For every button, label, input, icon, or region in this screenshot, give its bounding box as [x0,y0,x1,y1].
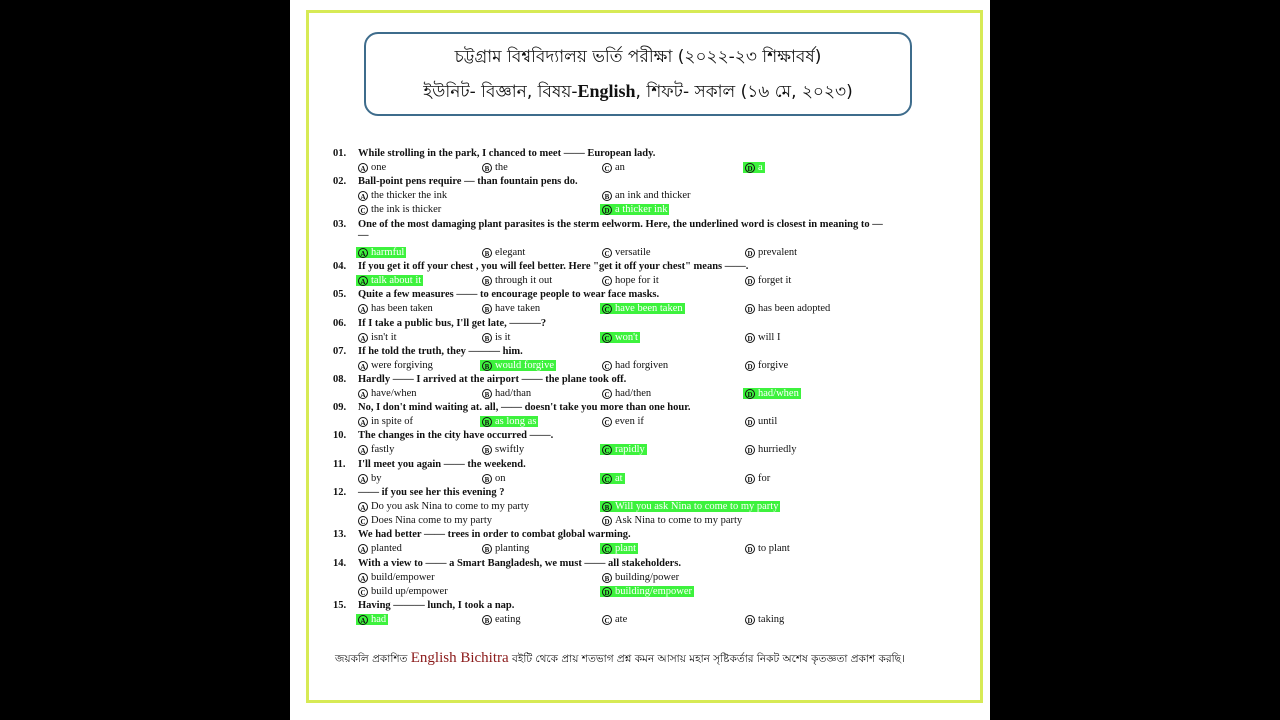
option-letter-badge: A [358,304,368,314]
answer-option [602,416,644,427]
option-letter-badge: B [482,276,492,286]
option-text: elegant [495,247,526,258]
option-text: forgive [758,360,789,371]
option-letter-badge: A [358,445,368,455]
answer-option-correct [600,444,647,455]
answer-option [745,416,777,427]
answer-option-correct [480,416,538,427]
answer-option [482,162,508,173]
answer-option [358,444,394,455]
question-number: 04. [333,261,347,272]
option-text: at [615,473,623,484]
option-text: swiftly [495,444,525,455]
option-letter-badge: D [602,205,612,215]
question-number: 09. [333,402,347,413]
answer-option [358,572,435,583]
option-text: in spite of [371,416,413,427]
option-text: the ink is thicker [371,204,442,215]
option-text: taking [758,614,785,625]
question-number: 10. [333,430,347,441]
answer-option-correct [480,360,556,371]
option-text: building/power [615,572,680,583]
option-letter-badge: C [602,445,612,455]
option-text: planted [371,543,402,554]
option-letter-badge: D [745,163,755,173]
option-text: ate [615,614,628,625]
option-letter-badge: A [358,191,368,201]
option-letter-badge: D [745,389,755,399]
question-number: 03. [333,219,347,230]
option-text: on [495,473,506,484]
option-letter-badge: D [745,248,755,258]
option-text: had forgiven [615,360,669,371]
option-text: as long as [495,416,537,427]
question-text: I'll meet you again —— the weekend. [358,459,526,470]
question-text: One of the most damaging plant parasites is the sterm eelworm. Here, the underlined word is closest in meaning to — [358,219,883,230]
option-text: through it out [495,275,553,286]
option-letter-badge: A [358,417,368,427]
question-number: 13. [333,529,347,540]
answer-option [745,614,784,625]
answer-option [482,444,524,455]
option-text: by [371,473,382,484]
answer-option [602,572,679,583]
option-text: won't [615,332,638,343]
answer-option [745,360,788,371]
answer-option [358,586,448,597]
question-text: Ball-point pens require — than fountain pens do. [358,176,578,187]
option-text: forget it [758,275,792,286]
question-number: 06. [333,318,347,329]
option-letter-badge: B [482,304,492,314]
question-number: 14. [333,558,347,569]
option-letter-badge: C [602,615,612,625]
answer-option [358,360,433,371]
option-letter-badge: B [482,417,492,427]
option-letter-badge: B [602,573,612,583]
answer-option [602,388,651,399]
option-letter-badge: A [358,474,368,484]
option-text: had [371,614,387,625]
option-letter-badge: B [482,445,492,455]
option-text: a thicker ink [615,204,668,215]
option-letter-badge: C [602,544,612,554]
title-line-2-suffix: , শিফট- সকাল (১৬ মে, ২০২৩) [635,82,853,102]
option-text: isn't it [371,332,397,343]
answer-option [482,473,506,484]
question-number: 11. [333,459,346,470]
answer-option [482,303,540,314]
question-list [290,0,990,720]
title-line-2-prefix: ইউনিট- বিজ্ঞান, বিষয়- [423,82,578,102]
option-letter-badge: B [482,615,492,625]
answer-option [358,515,492,526]
answer-option [358,332,397,343]
option-letter-badge: D [602,516,612,526]
option-text: build up/empower [371,586,448,597]
question-text: Quite a few measures —— to encourage people to wear face masks. [358,289,660,300]
answer-option [482,332,510,343]
option-letter-badge: A [358,502,368,512]
option-letter-badge: D [745,304,755,314]
question-text-continued: — [358,230,369,241]
answer-option-correct [600,332,640,343]
option-text: prevalent [758,247,798,258]
subject-label: English [577,81,636,101]
option-text: rapidly [615,444,645,455]
answer-option [602,515,742,526]
answer-option-correct [356,275,423,286]
option-text: has been adopted [758,303,831,314]
answer-option [602,190,691,201]
answer-option-correct [600,586,694,597]
answer-option [358,303,433,314]
answer-option [358,473,382,484]
option-letter-badge: A [358,361,368,371]
option-text: would forgive [495,360,555,371]
option-letter-badge: B [602,502,612,512]
question-number: 01. [333,148,347,159]
option-letter-badge: A [358,163,368,173]
answer-option-correct [600,473,625,484]
question-number: 08. [333,374,347,385]
option-text: versatile [615,247,651,258]
option-text: build/empower [371,572,435,583]
option-letter-badge: A [358,333,368,343]
answer-option [602,360,668,371]
answer-option [745,444,797,455]
question-number: 02. [333,176,347,187]
option-letter-badge: B [482,389,492,399]
question-text: While strolling in the park, I chanced to meet —— European lady. [358,148,656,159]
option-letter-badge: B [602,191,612,201]
option-letter-badge: B [482,361,492,371]
option-text: Ask Nina to come to my party [615,515,743,526]
option-letter-badge: D [745,276,755,286]
answer-option [482,543,529,554]
option-text: planting [495,543,530,554]
option-text: Do you ask Nina to come to my party [371,501,530,512]
option-text: had/then [615,388,652,399]
answer-option-correct [356,247,406,258]
question-number: 12. [333,487,347,498]
footer-suffix: বইটি থেকে প্রায় শতভাগ প্রশ্ন কমন আসায় মহান সৃষ্টিকর্তার নিকট অশেষ কৃতজ্ঞতা প্রকাশ করছি। [508,653,905,665]
option-letter-badge: A [358,544,368,554]
answer-option-correct [600,501,780,512]
question-number: 07. [333,346,347,357]
question-text: Having ——— lunch, I took a nap. [358,600,515,611]
question-text: If you get it off your chest , you will feel better. Here "get it off your chest" means ——. [358,261,749,272]
option-letter-badge: D [602,587,612,597]
option-text: have taken [495,303,541,314]
option-letter-badge: B [482,248,492,258]
answer-option-correct [743,162,765,173]
option-letter-badge: B [482,333,492,343]
option-text: had/than [495,388,532,399]
answer-option [745,247,797,258]
answer-option [602,162,625,173]
question-text: Hardly —— I arrived at the airport —— the plane took off. [358,374,627,385]
answer-option [745,275,791,286]
answer-option [602,275,659,286]
answer-option-correct [600,204,669,215]
option-text: is it [495,332,511,343]
question-text: —— if you see her this evening ? [358,487,505,498]
option-letter-badge: C [602,417,612,427]
option-text: had/when [758,388,799,399]
option-letter-badge: C [358,205,368,215]
answer-option [745,543,790,554]
option-letter-badge: D [745,615,755,625]
answer-option [358,204,441,215]
answer-option [358,388,416,399]
exam-page [290,0,990,720]
question-text: If I take a public bus, I'll get late, ———? [358,318,547,329]
answer-option-correct [600,543,638,554]
option-letter-badge: C [602,163,612,173]
answer-option [745,303,830,314]
option-text: hurriedly [758,444,797,455]
question-text: With a view to —— a Smart Bangladesh, we must —— all stakeholders. [358,558,681,569]
option-letter-badge: A [358,615,368,625]
option-text: the [495,162,508,173]
option-text: will I [758,332,781,343]
question-text: The changes in the city have occurred ——. [358,430,554,441]
option-letter-badge: C [602,276,612,286]
option-text: were forgiving [371,360,433,371]
answer-option [358,543,402,554]
option-text: to plant [758,543,790,554]
option-letter-badge: D [745,361,755,371]
answer-option [745,473,770,484]
question-text: No, I don't mind waiting at. all, —— doesn't take you more than one hour. [358,402,691,413]
option-letter-badge: D [745,417,755,427]
answer-option [602,614,627,625]
option-text: Will you ask Nina to come to my party [615,501,779,512]
option-text: until [758,416,778,427]
option-text: an ink and thicker [615,190,691,201]
option-letter-badge: A [358,248,368,258]
book-title: English Bichitra [410,650,509,666]
option-text: have been taken [615,303,683,314]
question-number: 15. [333,600,347,611]
question-number: 05. [333,289,347,300]
option-letter-badge: C [602,333,612,343]
answer-option [358,162,386,173]
option-letter-badge: D [745,474,755,484]
option-letter-badge: D [745,333,755,343]
option-letter-badge: C [602,389,612,399]
option-text: for [758,473,771,484]
option-text: even if [615,416,644,427]
option-text: fastly [371,444,395,455]
option-text: the thicker the ink [371,190,448,201]
option-text: harmful [371,247,405,258]
answer-option [602,247,651,258]
answer-option [745,332,780,343]
option-letter-badge: C [602,474,612,484]
option-letter-badge: B [482,163,492,173]
option-text: a [758,162,763,173]
option-text: plant [615,543,636,554]
answer-option [482,388,531,399]
option-text: talk about it [371,275,422,286]
option-letter-badge: D [745,544,755,554]
option-letter-badge: A [358,276,368,286]
answer-option-correct [356,614,388,625]
answer-option [358,501,529,512]
option-letter-badge: A [358,389,368,399]
option-text: building/empower [615,586,692,597]
footer-note [335,650,955,669]
question-text: We had better —— trees in order to combat global warming. [358,529,631,540]
option-letter-badge: B [482,474,492,484]
title-line-1: চট্টগ্রাম বিশ্ববিদ্যালয় ভর্তি পরীক্ষা (২০২২-২৩ শিক্ষাবর্ষ) [454,47,822,67]
answer-option [358,416,413,427]
option-letter-badge: C [602,361,612,371]
answer-option [482,247,525,258]
question-text: If he told the truth, they ——— him. [358,346,523,357]
option-text: Does Nina come to my party [371,515,493,526]
answer-option [482,614,521,625]
answer-option-correct [743,388,801,399]
option-text: have/when [371,388,417,399]
option-text: hope for it [615,275,659,286]
answer-option-correct [600,303,685,314]
option-text: an [615,162,625,173]
option-text: has been taken [371,303,433,314]
option-text: eating [495,614,521,625]
answer-option [482,275,552,286]
answer-option [358,190,447,201]
option-letter-badge: C [358,516,368,526]
footer-prefix: জয়কলি প্রকাশিত [335,653,411,665]
option-letter-badge: C [602,248,612,258]
option-letter-badge: C [358,587,368,597]
option-letter-badge: D [745,445,755,455]
option-letter-badge: B [482,544,492,554]
option-letter-badge: C [602,304,612,314]
option-letter-badge: A [358,573,368,583]
option-text: one [371,162,387,173]
